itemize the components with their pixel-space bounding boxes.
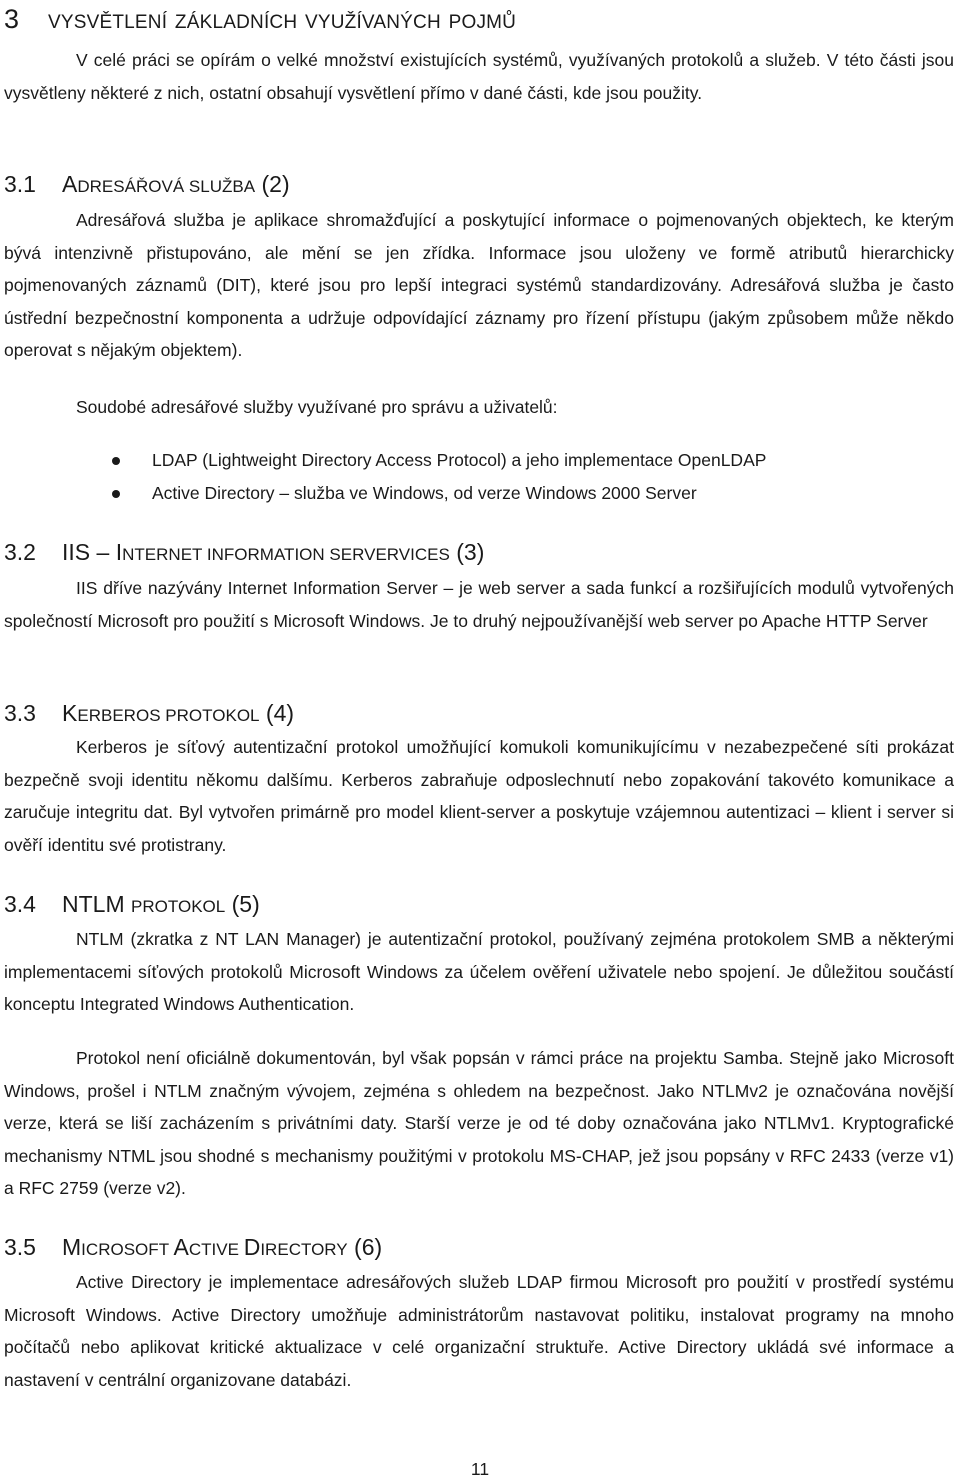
section-3-2-paragraph-1: IIS dříve nazývány Internet Information Server – je web server a sada funkcí a rozšiřujících modulů vytvořených společností Microsoft pro použití s Microsoft Windows. Je to druhý nejpoužívanější web server po Apache HTTP Server xyxy=(4,578,954,631)
section-3-5-heading: 3.5 MICROSOFT ACTIVE DIRECTORY (6) xyxy=(4,1234,383,1260)
bullet-dot-icon xyxy=(112,457,120,465)
section-3-2-heading: 3.2 IIS – INTERNET INFORMATION SERVERVICES (3) xyxy=(4,539,485,565)
section-3-1-paragraph-1: Adresářová služba je aplikace shromažďující a poskytující informace o pojmenovaných objektech, ke kterým bývá intenzivně přistupováno, ale mění se jen zřídka. Informace jsou uloženy ve formě atributů hierarchicky pojmenovaných záznamů (DIT), které jsou pro lepší integraci systémů standardizovány. Adresářová služba je často ústřední bezpečnostní komponenta a udržuje odpovídající záznamy pro řízení přístupu (jakým způsobem může někdo operovat s nějakým objektem). xyxy=(4,210,954,360)
page-number: 11 xyxy=(470,1459,490,1479)
section-3-4-heading: 3.4 NTLM PROTOKOL (5) xyxy=(4,891,260,917)
section-3-1-heading: 3.1 ADRESÁŘOVÁ SLUŽBA (2) xyxy=(4,171,290,197)
section-3-4-paragraph-1: NTLM (zkratka z NT LAN Manager) je autentizační protokol, používaný zejména protokolem SMB a některými implementacemi síťových protokolů Microsoft Windows za účelem ověření uživatele nebo spojení. Je důležitou součástí konceptu Integrated Windows Authentication. xyxy=(4,929,954,1014)
section-3-5-paragraph-1: Active Directory je implementace adresářových služeb LDAP firmou Microsoft pro použití v prostředí systému Microsoft Windows. Active Directory umožňuje administrátorům nastavovat politiku, instalovat programy na mnoho počítačů nebo aplikovat kritické aktualizace v celé organizační struktuře. Active Directory ukládá své informace a nastavení v centrální organizovane databázi. xyxy=(4,1272,954,1390)
document-page: 3 vysvětlení základních využívaných pojmů V celé práci se opírám o velké množství existujících systémů, využívaných protokolů a služeb. V této části jsou vysvětleny některé z nich, ostatní obsahují vysvětlení přímo v dané části, kde jsou použity. 3.1 ADRESÁŘOVÁ SLUŽBA (2) Adresářová služba je aplikace shromažďující a poskytující informace o pojmenovaných objektech, ke kterým bývá intenzivně přistupováno, ale mění se jen zřídka. Informace jsou uloženy ve formě atributů hierarchicky pojmenovaných záznamů (DIT), které jsou pro lepší integraci systémů standardizovány. Adresářová služba je často ústřední bezpečnostní komponenta a udržuje odpovídající záznamy pro řízení přístupu (jakým způsobem může někdo operovat s nějakým objektem). Soudobé adresářové služby využívané pro správu a uživatelů: LDAP (Lightweight Directory Access Protocol) a jeho implementace OpenLDAP Active Directory – služba ve Windows, od verze Windows 2000 Server 3.2 IIS – INTERNET INFORMATION SERVERVICES (3) IIS dříve nazývány Internet Information Server – je web server a sada funkcí a rozšiřujících modulů vytvořených společností Microsoft pro použití s Microsoft Windows. Je to druhý nejpoužívanější web server po Apache HTTP Server 3.3 KERBEROS PROTOKOL (4) Kerberos je síťový autentizační protokol umožňující komukoli komunikujícímu v nezabezpečené síti prokázat bezpečně svoji identitu někomu dalšímu. Kerberos zabraňuje odposlechnutí nebo zopakování takovéto komunikace a zaručuje integritu dat. Byl vytvořen primárně pro model klient-server a poskytuje vzájemnou autentizaci – klient i server si ověří identitu své protistrany. 3.4 NTLM PROTOKOL (5) NTLM (zkratka z NT LAN Manager) je autentizační protokol, používaný zejména protokolem SMB a některými implementacemi síťových protokolů Microsoft Windows za účelem ověření uživatele nebo spojení. Je důležitou součástí konceptu Integrated Windows Authentication. Protokol není oficiálně dokumentován, byl však popsán v rámci práce na projektu Samba. Stejně jako Microsoft Windows, prošel i NTLM značným vývojem, zejména s ohledem na bezpečnost. Jako NTLMv2 je označována novější verze, která se liší zacházením s privátními daty. Starší verze je od té doby označována jako NTLMv1. Kryptografické mechanismy NTML jsou shodné s mechanismy použitými v protokolu MS-CHAP, jež jsou popsány v RFC 2433 (verze v1) a RFC 2759 (verze v2). 3.5 MICROSOFT ACTIVE DIRECTORY (6) Active Directory je implementace adresářových služeb LDAP firmou Microsoft pro použití v prostředí systému Microsoft Windows. Active Directory umožňuje administrátorům nastavovat politiku, instalovat programy na mnoho počítačů nebo aplikovat kritické aktualizace v celé organizační struktuře. Active Directory ukládá své informace a nastavení v centrální organizovane databázi. 11 xyxy=(0,0,960,1483)
section-3-intro: V celé práci se opírám o velké množství existujících systémů, využívaných protokolů a služeb. V této části jsou vysvětleny některé z nich, ostatní obsahují vysvětlení přímo v dané části, kde jsou použity. xyxy=(4,50,954,103)
section-3-title: vysvětlení základních využívaných pojmů xyxy=(48,4,517,34)
section-3-3-heading: 3.3 KERBEROS PROTOKOL (4) xyxy=(4,700,295,726)
section-3-3-paragraph-1: Kerberos je síťový autentizační protokol umožňující komukoli komunikujícímu v nezabezpečené síti prokázat bezpečně svoji identitu někomu dalšímu. Kerberos zabraňuje odposlechnutí nebo zopakování takovéto komunikace a zaručuje integritu dat. Byl vytvořen primárně pro model klient-server a poskytuje vzájemnou autentizaci – klient i server si ověří identitu své protistrany. xyxy=(4,737,954,855)
section-3-1-paragraph-2: Soudobé adresářové služby využívané pro správu a uživatelů: xyxy=(76,397,558,417)
section-3-4-paragraph-2: Protokol není oficiálně dokumentován, byl však popsán v rámci práce na projektu Samba. Stejně jako Microsoft Windows, prošel i NTLM značným vývojem, zejména s ohledem na bezpečnost. Jako NTLMv2 je označována novější verze, která se liší zacházením s privátními daty. Starší verze je od té doby označována jako NTLMv1. Kryptografické mechanismy NTML jsou shodné s mechanismy použitými v protokolu MS-CHAP, jež jsou popsány v RFC 2433 (verze v1) a RFC 2759 (verze v2). xyxy=(4,1048,954,1198)
section-3-heading: 3 vysvětlení základních využívaných pojmů xyxy=(4,4,517,34)
bullet-dot-icon xyxy=(112,490,120,498)
